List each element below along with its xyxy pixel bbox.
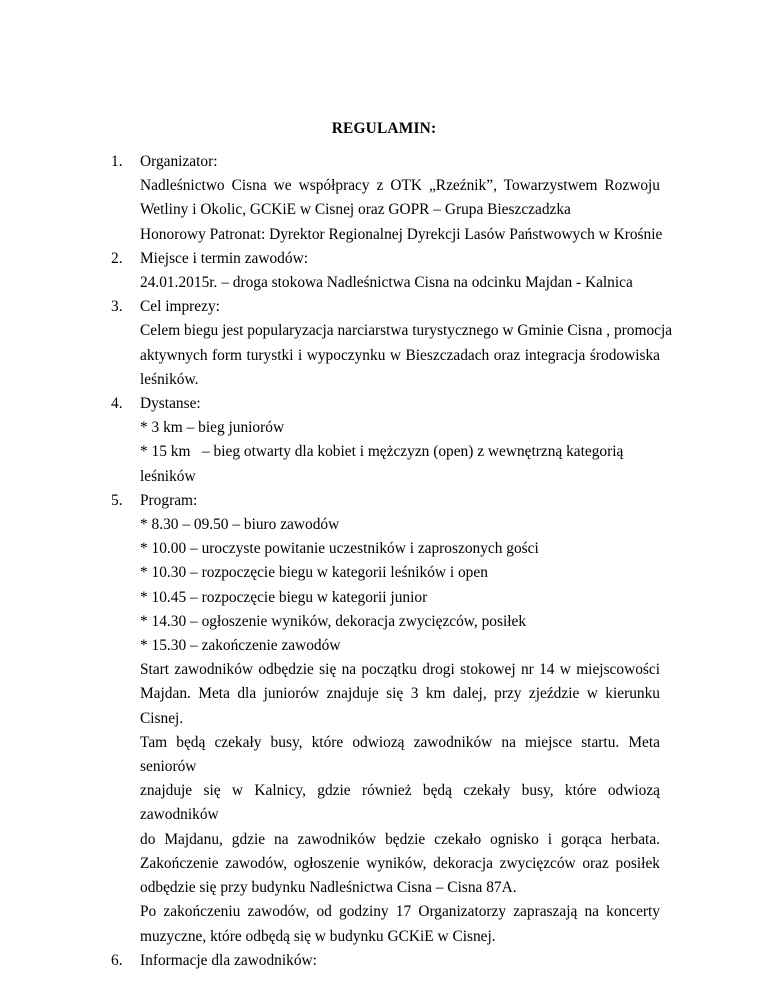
text-line: Tam będą czekały busy, które odwiozą zawodników na miejsce startu. Meta seniorów [140, 733, 660, 776]
text-line: * 15 km – bieg otwarty dla kobiet i mężczyzn (open) z wewnętrzną kategorią [140, 443, 624, 461]
text-line: Celem biegu jest popularyzacja narciarstwa turystycznego w Gminie Cisna , promocja [140, 322, 673, 340]
regulations-list [0, 150, 768, 973]
section-body [140, 319, 673, 392]
section-number: 6. [111, 951, 123, 969]
text-line: Honorowy Patronat: Dyrektor Regionalnej Dyrekcji Lasów Państwowych w Krośnie [140, 225, 663, 243]
section-number: 2. [111, 249, 123, 267]
section-heading: Organizator: [140, 153, 218, 170]
section-body [140, 416, 660, 489]
section-athlete-info [0, 949, 768, 973]
text-line: do Majdanu, gdzie na zawodników będzie czekało ognisko i gorąca herbata. [140, 830, 660, 848]
section-program [0, 489, 768, 949]
text-line: odbędzie się przy budynku Nadleśnictwa Cisna – Cisna 87A. [140, 879, 517, 897]
text-line: leśników. [140, 370, 199, 388]
text-line: * 3 km – bieg juniorów [140, 419, 285, 437]
text-line: Majdan. Meta dla juniorów znajduje się 3 km dalej, przy zjeździe w kierunku Cisnej. [140, 685, 660, 727]
section-heading: Miejsce i termin zawodów: [140, 249, 308, 267]
schedule-item: * 14.30 – ogłoszenie wyników, dekoracja zwycięzców, posiłek [140, 612, 527, 630]
section-heading: Informacje dla zawodników: [140, 951, 317, 969]
schedule-item: * 15.30 – zakończenie zawodów [140, 637, 341, 655]
text-line: znajduje się w Kalnicy, gdzie również będą czekały busy, które odwiozą zawodników [140, 782, 660, 824]
section-heading: Cel imprezy: [140, 298, 220, 316]
text-line: 24.01.2015r. – droga stokowa Nadleśnictwa Cisna na odcinku Majdan - Kalnica [140, 274, 633, 292]
schedule-item: * 10.45 – rozpoczęcie biegu w kategorii junior [140, 588, 428, 606]
section-body [140, 513, 660, 949]
section-organizer [0, 150, 768, 247]
text-line: Wetliny i Okolic, GCKiE w Cisnej oraz GOPR – Grupa Bieszczadzka [140, 201, 571, 219]
section-number: 3. [111, 298, 123, 316]
schedule-item: * 10.00 – uroczyste powitanie uczestników i zaproszonych gości [140, 540, 539, 558]
section-place-and-date [0, 247, 768, 295]
section-body [140, 174, 663, 247]
document-title: REGULAMIN: [331, 120, 437, 137]
text-line: Start zawodników odbędzie się na początku drogi stokowej nr 14 w miejscowości [140, 661, 660, 679]
text-line: leśników [140, 467, 196, 485]
text-line: muzyczne, które odbędą się w budynku GCKiE w Cisnej. [140, 927, 496, 945]
section-purpose [0, 295, 768, 392]
section-number: 1. [111, 153, 123, 170]
text-line: Zakończenie zawodów, ogłoszenie wyników, dekoracja zwycięzców oraz posiłek [140, 854, 660, 872]
text-line: Nadleśnictwo Cisna we współpracy z OTK „Rzeźnik”, Towarzystwem Rozwoju [140, 177, 660, 195]
text-line: aktywnych form turystki i wypoczynku w Bieszczadach oraz integracja środowiska [140, 346, 660, 364]
schedule-item: * 8.30 – 09.50 – biuro zawodów [140, 516, 340, 534]
section-body [140, 271, 660, 295]
section-heading: Dystanse: [140, 395, 201, 413]
section-number: 4. [111, 395, 123, 413]
text-line: Po zakończeniu zawodów, od godziny 17 Organizatorzy zapraszają na koncerty [140, 903, 660, 921]
section-distances [0, 392, 768, 489]
section-heading: Program: [140, 491, 198, 509]
section-number: 5. [111, 491, 123, 509]
schedule-item: * 10.30 – rozpoczęcie biegu w kategorii leśników i open [140, 564, 488, 582]
